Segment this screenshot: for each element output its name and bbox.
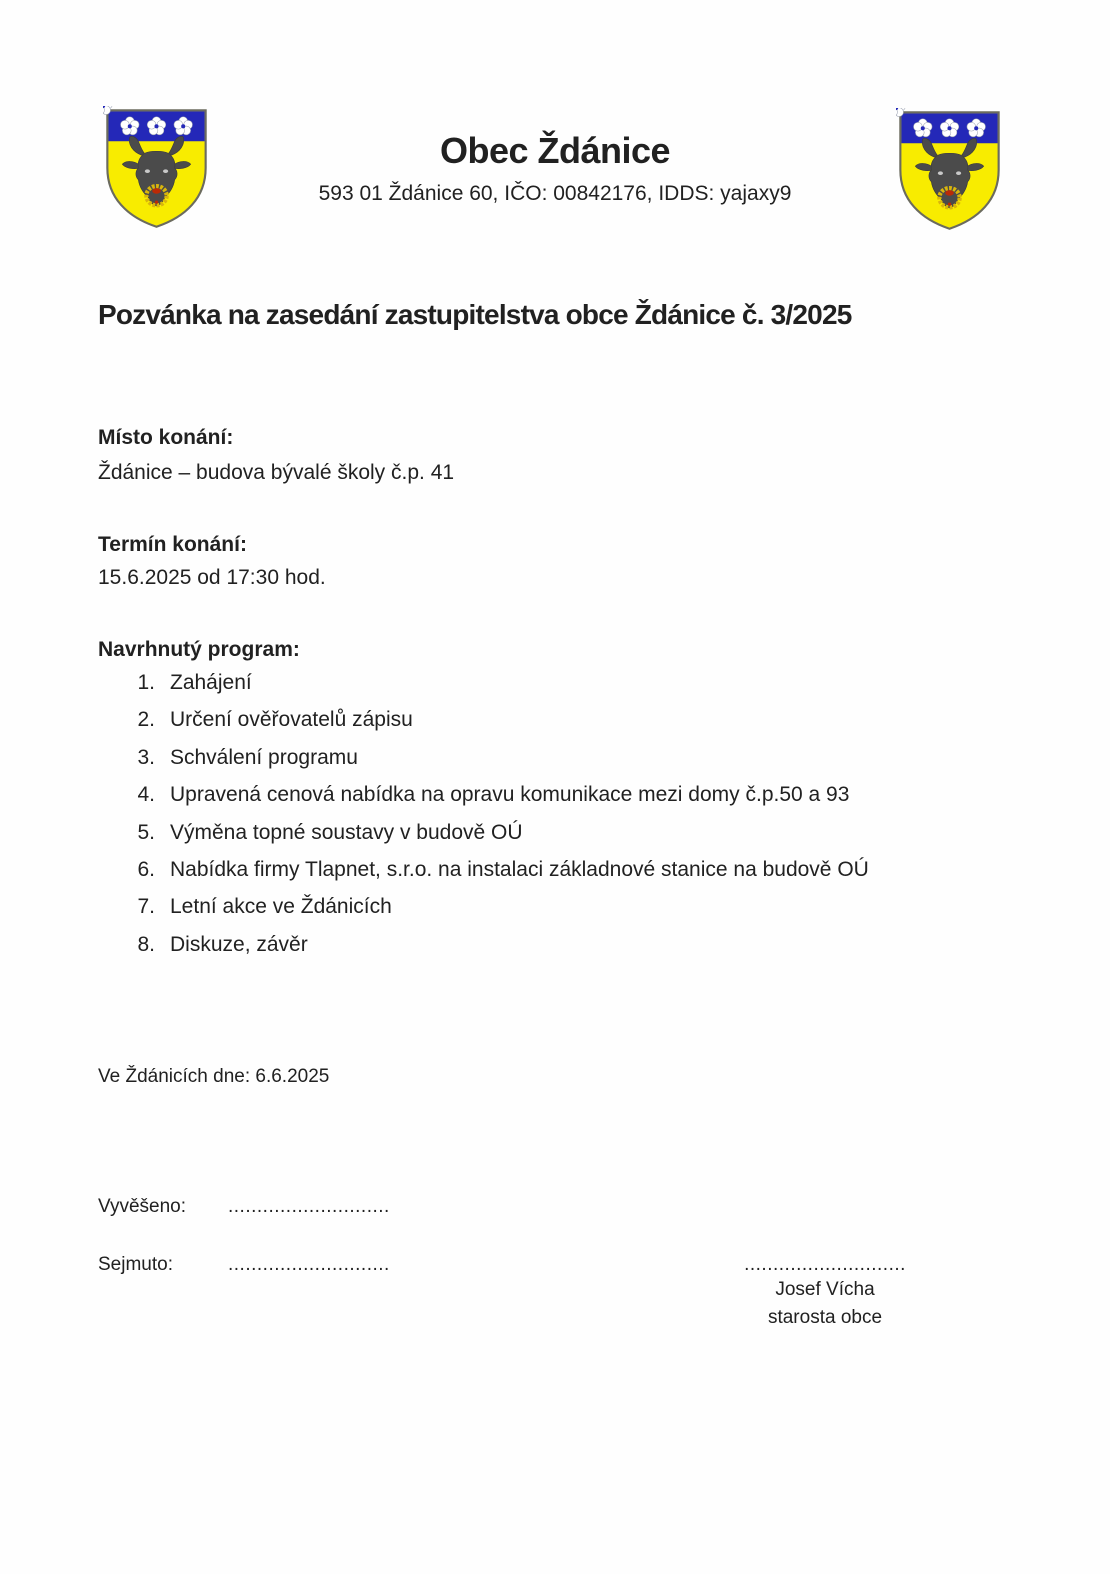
signatory-name: Josef Vícha: [775, 1279, 875, 1300]
program-item: [98, 706, 1070, 733]
program-label: Navrhnutý program:: [98, 638, 300, 661]
org-address: 593 01 Ždánice 60, IČO: 00842176, IDDS: yajaxy9: [318, 182, 792, 205]
signature-dotted-line: ............................: [744, 1254, 906, 1275]
program-item: [98, 781, 1070, 808]
program-item-number: 7.: [137, 895, 155, 919]
program-item-text: Určení ověřovatelů zápisu: [170, 708, 413, 732]
program-item: [98, 744, 1070, 771]
removed-label: Sejmuto:: [98, 1254, 173, 1275]
program-item-number: 1.: [137, 671, 155, 694]
program-item-text: Výměna topné soustavy v budově OÚ: [170, 820, 523, 844]
date-line: Ve Ždánicích dne: 6.6.2025: [98, 1066, 330, 1087]
place-label: Místo konání:: [98, 426, 234, 449]
program-item-number: 5.: [137, 820, 155, 844]
document-title: Pozvánka na zasedání zastupitelstva obce Ždánice č. 3/2025: [98, 299, 852, 330]
removed-dotted-line: ............................: [228, 1254, 390, 1275]
program-item-number: 4.: [137, 783, 155, 807]
org-name: Obec Ždánice: [439, 130, 671, 171]
program-list: [98, 669, 1070, 968]
time-value: 15.6.2025 od 17:30 hod.: [98, 566, 326, 589]
program-item-number: 6.: [137, 857, 155, 881]
program-item-text: Zahájení: [170, 671, 252, 694]
program-item-number: 8.: [137, 932, 155, 956]
program-item-text: Diskuze, závěr: [170, 932, 308, 956]
program-item-number: 3.: [137, 745, 155, 769]
program-item: [98, 856, 1070, 883]
posted-label: Vyvěšeno:: [98, 1196, 187, 1217]
program-item-text: Nabídka firmy Tlapnet, s.r.o. na instalaci základnové stanice na budově OÚ: [170, 857, 869, 881]
program-item-text: Letní akce ve Ždánicích: [170, 895, 392, 919]
time-label: Termín konání:: [98, 533, 247, 556]
program-item-text: Upravená cenová nabídka na opravu komunikace mezi domy č.p.50 a 93: [170, 783, 850, 807]
place-value: Ždánice – budova bývalé školy č.p. 41: [98, 461, 455, 484]
program-item: [98, 893, 1070, 920]
signatory-title: starosta obce: [767, 1307, 883, 1328]
signature-block: [700, 1254, 950, 1330]
program-item-text: Schválení programu: [170, 745, 358, 769]
program-item: [98, 931, 1070, 958]
program-item: [98, 669, 1070, 696]
posted-dotted-line: ............................: [228, 1196, 390, 1217]
program-item-number: 2.: [137, 708, 155, 732]
program-item: [98, 819, 1070, 846]
